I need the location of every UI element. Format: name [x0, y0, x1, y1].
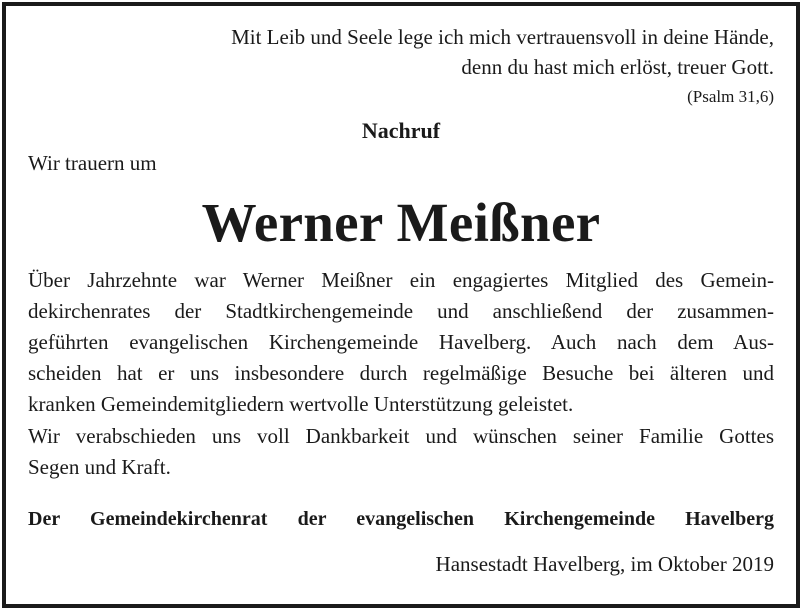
- tribute-line: Über Jahrzehnte war Werner Meißner ein engagiertes Mitglied des Gemein-: [28, 268, 774, 292]
- deceased-name: Werner Meißner: [201, 192, 601, 253]
- psalm-reference: (Psalm 31,6): [687, 87, 774, 106]
- farewell-line: Segen und Kraft.: [28, 455, 171, 479]
- tribute-line: scheiden hat er uns insbesondere durch regelmäßige Besuche bei älteren und: [28, 361, 774, 385]
- place-and-date: Hansestadt Havelberg, im Oktober 2019: [435, 552, 774, 576]
- tribute-line: kranken Gemeindemitgliedern wertvolle Unterstützung geleistet.: [28, 392, 574, 416]
- obituary-heading: Nachruf: [361, 118, 441, 143]
- mourning-intro: Wir trauern um: [28, 151, 157, 175]
- farewell-line: Wir verabschieden uns voll Dankbarkeit und wünschen seiner Familie Gottes: [28, 424, 774, 448]
- tribute-paragraph: [28, 265, 774, 420]
- bible-verse-line-1: Mit Leib und Seele lege ich mich vertrauensvoll in deine Hände,: [231, 25, 774, 49]
- tribute-line: dekirchenrates der Stadtkirchengemeinde und anschließend der zusammen-: [28, 299, 774, 323]
- bible-verse-line-2: denn du hast mich erlöst, treuer Gott.: [461, 55, 774, 79]
- farewell-paragraph: [28, 421, 774, 483]
- tribute-line: geführten evangelischen Kirchengemeinde Havelberg. Auch nach dem Aus-: [28, 330, 774, 354]
- signature-line: Der Gemeindekirchenrat der evangelischen Kirchengemeinde Havelberg: [28, 508, 774, 530]
